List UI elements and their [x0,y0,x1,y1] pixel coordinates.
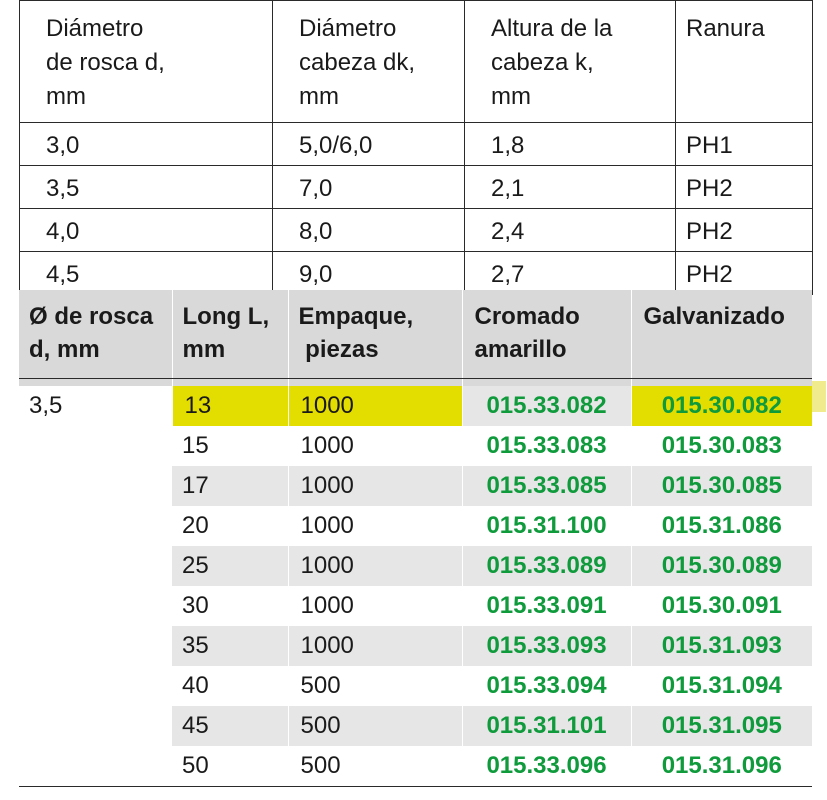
specs-cell: 4,5 [20,252,273,295]
article-galvanized: 015.31.096 [631,746,812,786]
specs-cell: PH1 [676,123,813,166]
specs-row [20,166,813,209]
article-galvanized: 015.31.086 [631,506,812,546]
article-yellow-chromed: 015.33.091 [462,586,631,626]
article-yellow-chromed: 015.31.100 [462,506,631,546]
article-galvanized: 015.30.082 [631,386,812,426]
article-yellow-chromed: 015.33.082 [462,386,631,426]
article-galvanized: 015.30.091 [631,586,812,626]
article-yellow-chromed: 015.33.094 [462,666,631,706]
article-galvanized: 015.30.083 [631,426,812,466]
article-yellow-chromed: 015.33.096 [462,746,631,786]
package-cell: 500 [288,706,462,746]
length-cell: 13 [172,386,288,426]
specs-cell: 2,1 [465,166,676,209]
specs-header-row [20,1,813,123]
products-header-galvanized: Galvanizado [631,290,812,386]
specs-cell: 2,4 [465,209,676,252]
specs-row [20,123,813,166]
products-header-divider [19,378,812,379]
products-header-length: Long L, mm [172,290,288,386]
length-cell: 30 [182,592,209,619]
package-cell: 1000 [288,586,462,626]
specs-header-head-height: Altura de la cabeza k, mm [465,1,676,123]
article-galvanized: 015.31.095 [631,706,812,746]
package-cell: 500 [288,746,462,786]
length-cell: 20 [182,512,209,539]
article-galvanized: 015.30.085 [631,466,812,506]
specs-cell: 4,0 [20,209,273,252]
specs-cell: 7,0 [273,166,465,209]
article-yellow-chromed: 015.33.083 [462,426,631,466]
table-row [19,386,812,426]
length-cell: 50 [182,752,209,779]
products-header-thread: Ø de rosca d, mm [19,290,172,386]
specs-row [20,209,813,252]
products-header-row [19,290,812,386]
package-cell: 1000 [288,626,462,666]
products-header-package: Empaque, piezas [288,290,462,386]
article-yellow-chromed: 015.31.101 [462,706,631,746]
specs-header-head-diameter: Diámetro cabeza dk, mm [273,1,465,123]
specs-cell: 2,7 [465,252,676,295]
products-table [19,290,812,786]
length-cell: 35 [172,626,288,666]
specs-cell: 9,0 [273,252,465,295]
specs-cell: 3,0 [20,123,273,166]
specs-table [19,0,813,295]
products-bottom-rule [19,786,812,787]
products-body [19,386,812,786]
specs-cell: PH2 [676,166,813,209]
specs-header-slot: Ranura [676,1,813,123]
specs-cell: 1,8 [465,123,676,166]
package-cell: 1000 [288,386,462,426]
article-yellow-chromed: 015.33.085 [462,466,631,506]
specs-cell: 3,5 [20,166,273,209]
length-cell: 40 [182,672,209,699]
highlight-marker [812,381,826,412]
products-header-yellow-chromed: Cromado amarillo [462,290,631,386]
specs-row [20,252,813,295]
length-cell: 45 [172,706,288,746]
specs-header-thread-diameter: Diámetro de rosca d, mm [20,1,273,123]
package-cell: 1000 [288,426,462,466]
article-galvanized: 015.30.089 [631,546,812,586]
package-cell: 500 [288,666,462,706]
article-yellow-chromed: 015.33.093 [462,626,631,666]
length-cell: 25 [172,546,288,586]
article-galvanized: 015.31.094 [631,666,812,706]
package-cell: 1000 [288,546,462,586]
package-cell: 1000 [288,506,462,546]
specs-cell: 5,0/6,0 [273,123,465,166]
package-cell: 1000 [288,466,462,506]
article-galvanized: 015.31.093 [631,626,812,666]
specs-cell: 8,0 [273,209,465,252]
length-cell: 17 [172,466,288,506]
article-yellow-chromed: 015.33.089 [462,546,631,586]
length-cell: 15 [182,432,209,459]
specs-cell: PH2 [676,209,813,252]
specs-cell: PH2 [676,252,813,295]
thread-diameter-cell: 3,5 [29,392,63,419]
